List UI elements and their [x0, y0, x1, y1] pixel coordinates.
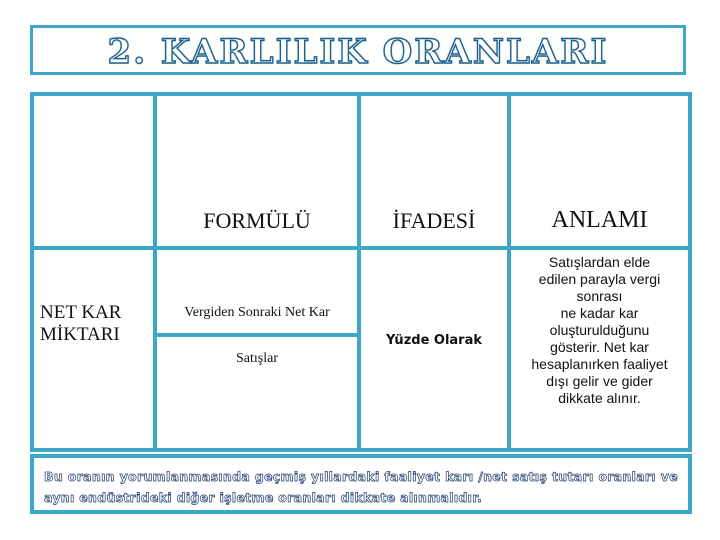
- page-title: 2. KARLILIK ORANLARI: [107, 32, 609, 72]
- meaning-line: gösterir. Net kar: [550, 339, 649, 355]
- header-formula: FORMÜLÜ: [157, 96, 357, 246]
- meaning-line: hesaplanırken faaliyet: [531, 356, 668, 372]
- expression-cell: Yüzde Olarak: [361, 250, 507, 448]
- meaning-line: dışı gelir ve gider: [546, 373, 653, 389]
- note-text: Bu oranın yorumlanmasında geçmiş yıllardaki faaliyet karı /net satış tutarı oranları ve aynı endüstrideki diğer işletme oranları dikkate alınmalıdır.: [34, 458, 688, 510]
- formula-numerator: Vergiden Sonraki Net Kar: [184, 305, 330, 320]
- header-empty-cell: [34, 96, 153, 246]
- title-box: [30, 25, 686, 75]
- row-label-cell: [34, 250, 153, 448]
- formula-denominator: Satışlar: [236, 351, 278, 366]
- formula-cell: [157, 250, 357, 448]
- note-box: [30, 454, 692, 514]
- meaning-line: ne kadar kar: [560, 305, 639, 321]
- meaning-line: oluşturulduğunu: [549, 322, 650, 338]
- fraction-line: [157, 333, 357, 337]
- ratio-table: [30, 92, 692, 452]
- meaning-line: sonrası: [576, 288, 623, 304]
- meaning-cell: [511, 250, 688, 448]
- meaning-line: Satışlardan elde: [548, 254, 651, 270]
- meaning-line: dikkate alınır.: [558, 390, 641, 406]
- header-expression: İFADESİ: [361, 96, 507, 246]
- row-label-line2: MİKTARI: [40, 324, 120, 345]
- header-meaning: ANLAMI: [511, 96, 688, 246]
- meaning-line: edilen parayla vergi: [538, 271, 661, 287]
- row-label-line1: NET KAR: [40, 302, 122, 323]
